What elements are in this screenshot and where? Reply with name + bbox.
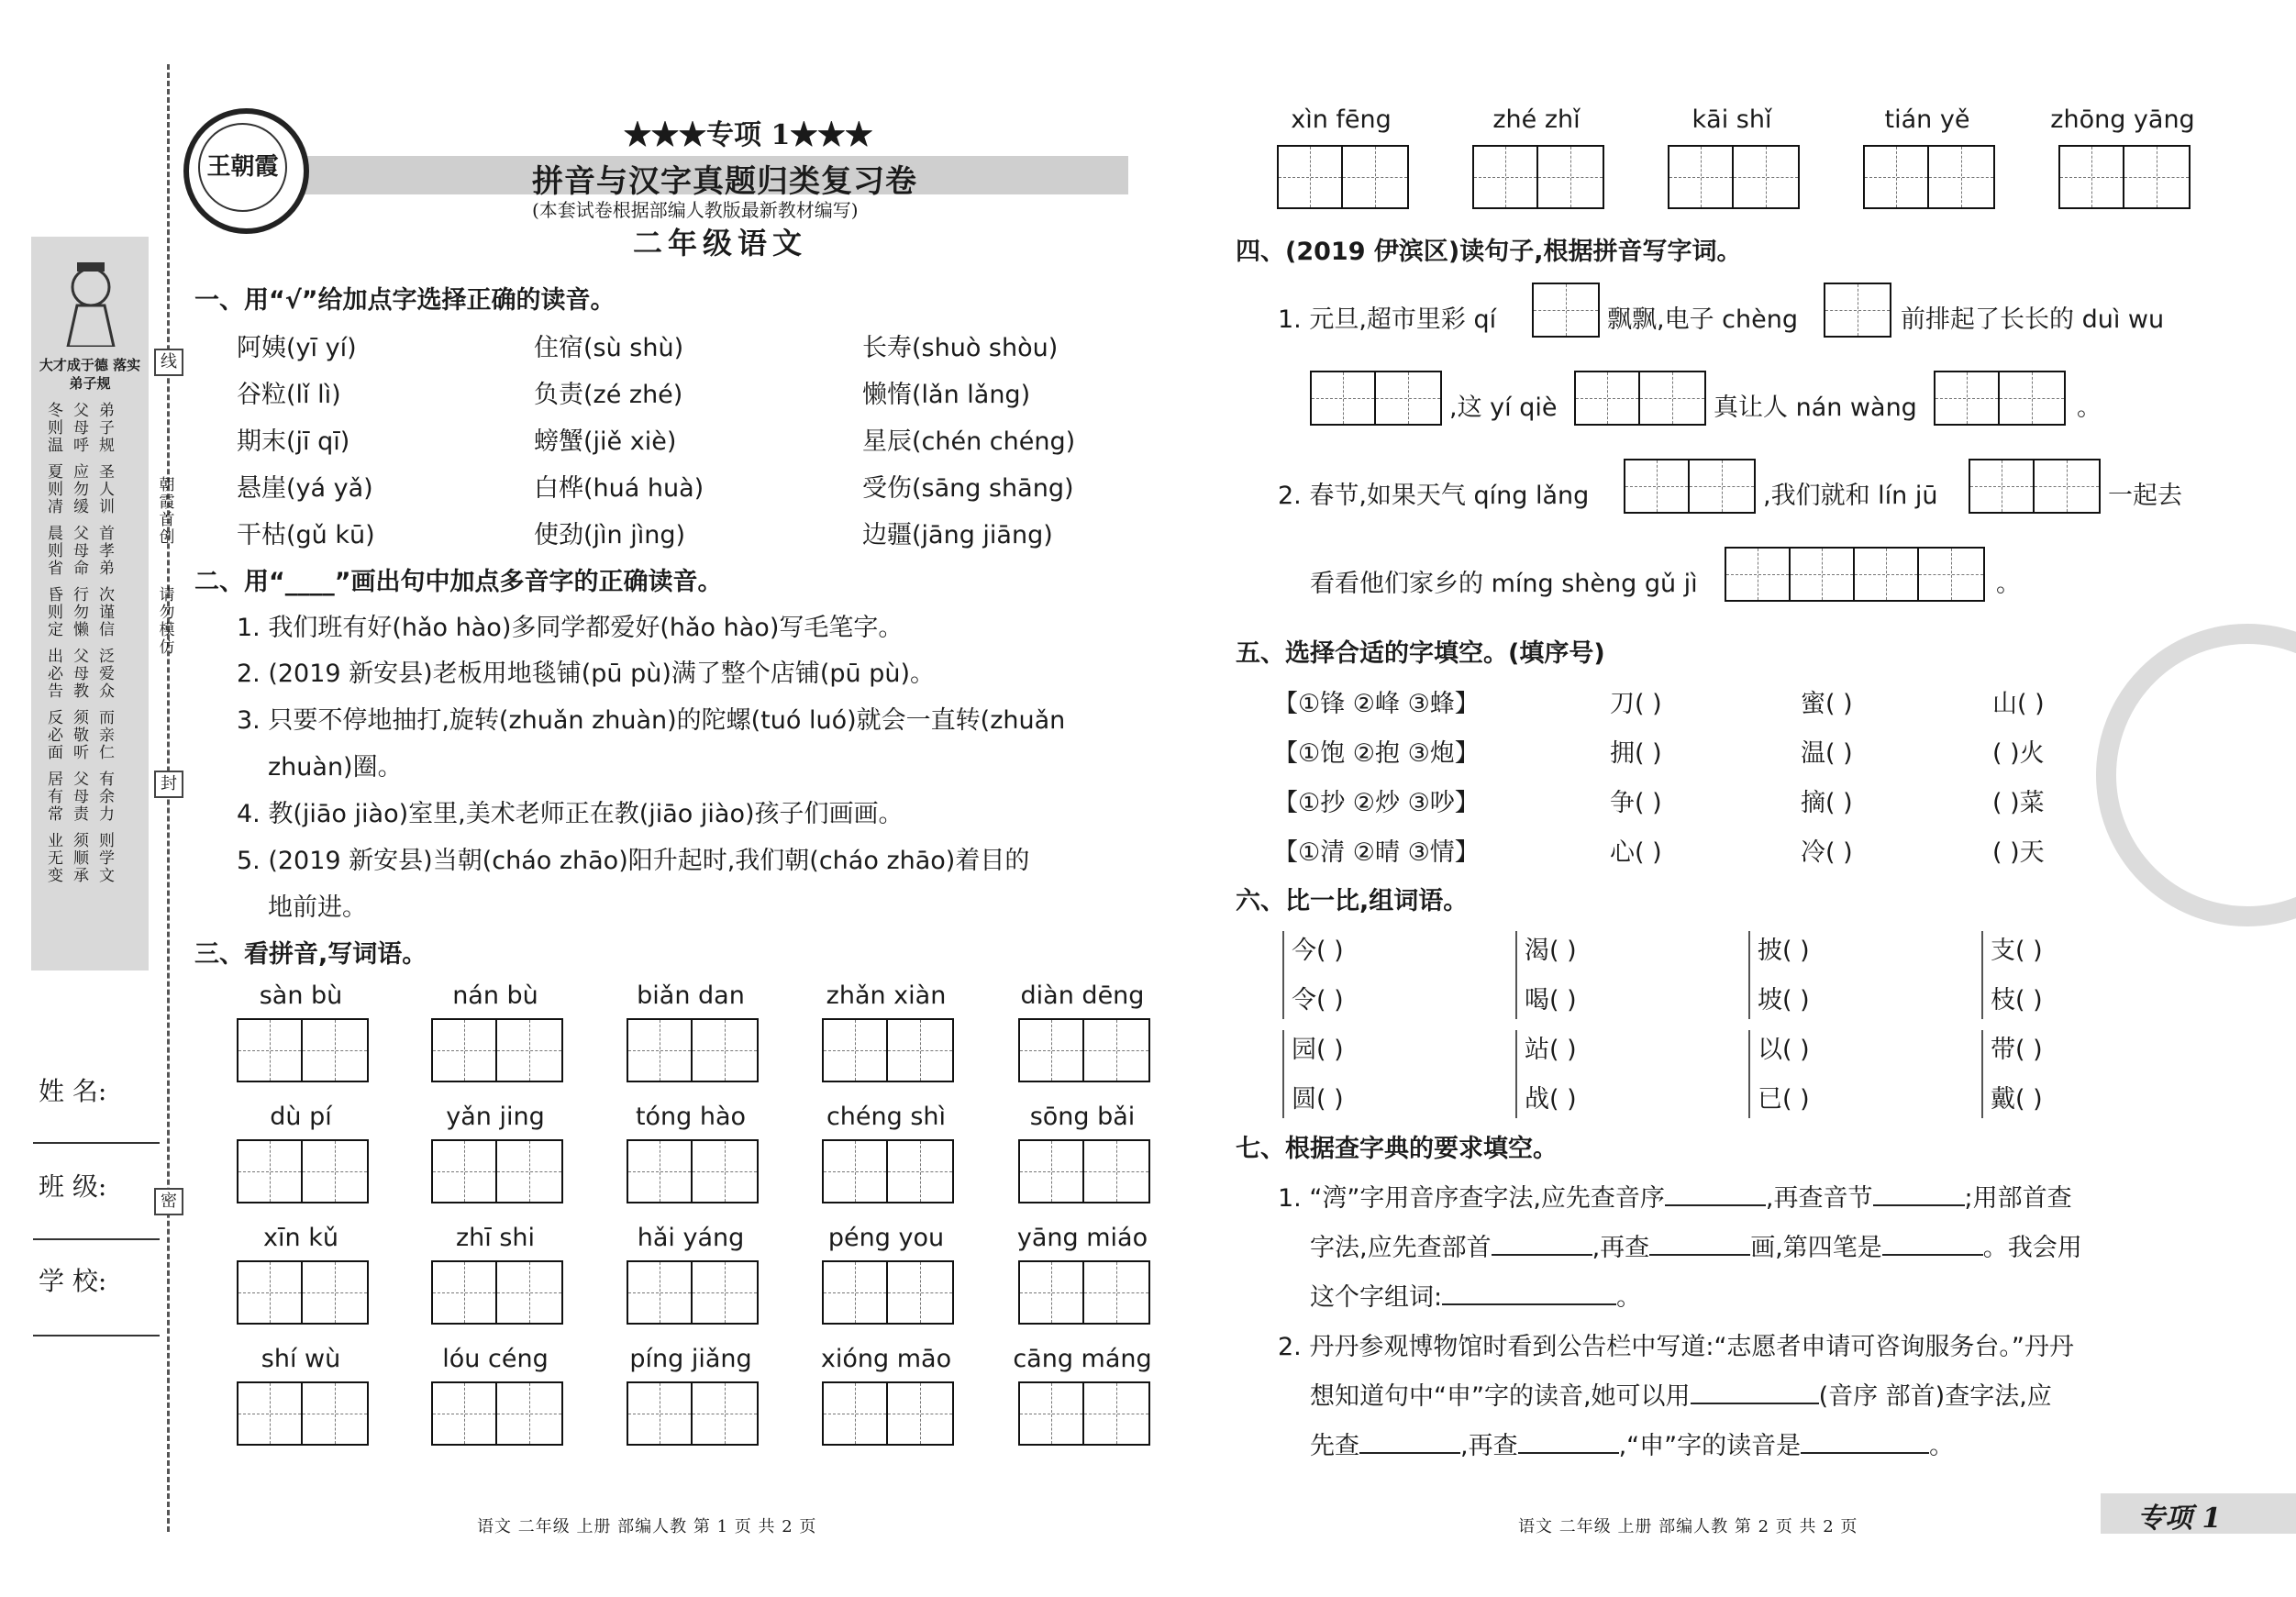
motto-line: 行勿懒	[70, 586, 88, 638]
pinyin-label: tóng hào	[635, 1103, 747, 1131]
s6-item[interactable]: 以( )	[1758, 1036, 1810, 1064]
s4-text: 。	[1996, 570, 2021, 598]
answer-box[interactable]	[1018, 1260, 1150, 1325]
s6-item[interactable]: 已( )	[1758, 1085, 1810, 1114]
s5-blank[interactable]: ( )菜	[1992, 789, 2045, 817]
s1-item[interactable]: 受伤(sāng shāng)	[862, 474, 1074, 503]
section-2-heading: 二、用“____”画出句中加点多音字的正确读音。	[194, 568, 723, 596]
answer-box[interactable]	[237, 1018, 369, 1082]
pinyin-label: kāi shǐ	[1691, 105, 1772, 134]
answer-box[interactable]	[237, 1139, 369, 1203]
answer-box[interactable]	[627, 1260, 759, 1325]
binding-line	[167, 64, 170, 1532]
gutter-mark-xian: 线	[154, 349, 183, 376]
s6-item[interactable]: 今( )	[1292, 937, 1344, 965]
s7-line-1	[1278, 1178, 2072, 1214]
s4-text: 真让人 nán wàng	[1714, 394, 1917, 422]
motto-line: 首孝弟	[95, 525, 114, 577]
answer-box[interactable]	[1863, 145, 1995, 209]
motto-line: 圣人训	[95, 463, 114, 516]
s7-text: (音序 部首)查字法,应	[1818, 1382, 2052, 1411]
motto-line: 居有常	[44, 771, 62, 823]
answer-blank[interactable]	[1801, 1427, 1929, 1454]
s2-item-cont[interactable]: zhuàn)圈。	[268, 753, 403, 782]
s2-item[interactable]: 1. 我们班有好(hǎo hào)多同学都爱好(hǎo hào)写毛笔字。	[237, 614, 904, 642]
answer-box[interactable]	[2058, 145, 2191, 209]
pinyin-label: yǎn jing	[446, 1103, 545, 1131]
answer-blank[interactable]	[1691, 1378, 1819, 1404]
answer-blank[interactable]	[1873, 1180, 1965, 1206]
s2-item[interactable]: 2. (2019 新安县)老板用地毯铺(pū pù)满了整个店铺(pū pù)。	[237, 660, 936, 688]
s6-item[interactable]: 战( )	[1525, 1085, 1577, 1114]
answer-box[interactable]	[1532, 283, 1600, 338]
pinyin-label: chéng shì	[826, 1103, 947, 1131]
answer-box[interactable]	[431, 1139, 563, 1203]
group-bracket	[1981, 931, 1983, 1019]
answer-box[interactable]	[822, 1018, 954, 1082]
s1-item[interactable]: 白桦(huá huà)	[534, 474, 704, 503]
answer-box[interactable]	[1969, 459, 2101, 514]
motto-line: 父母命	[70, 525, 88, 577]
answer-blank[interactable]	[1359, 1427, 1460, 1454]
motto-line: 应勿缓	[70, 463, 88, 516]
answer-box[interactable]	[1472, 145, 1604, 209]
answer-box[interactable]	[822, 1381, 954, 1446]
confidential-stamp	[2096, 624, 2296, 926]
answer-box[interactable]	[1018, 1139, 1150, 1203]
group-bracket	[1282, 1030, 1284, 1118]
s5-blank[interactable]: ( )天	[1992, 838, 2045, 867]
s5-blank[interactable]: 山( )	[1992, 690, 2045, 718]
page-subtitle: (本套试卷根据部编人教版最新教材编写)	[532, 199, 859, 221]
answer-box[interactable]	[1018, 1381, 1150, 1446]
answer-box[interactable]	[431, 1018, 563, 1082]
motto-line: 次谨信	[95, 586, 114, 638]
s1-item[interactable]: 使劲(jìn jìng)	[534, 521, 686, 549]
pinyin-label: xìn fēng	[1291, 105, 1392, 134]
answer-blank[interactable]	[1649, 1229, 1750, 1256]
pinyin-label: zhǎn xiàn	[826, 981, 947, 1010]
gutter-mark-feng: 封	[154, 771, 183, 798]
s4-text: 飘飘,电子 chèng	[1607, 305, 1798, 334]
pinyin-label: zhōng yāng	[2050, 105, 2195, 134]
s7-text: ,再查	[1460, 1432, 1518, 1460]
group-bracket	[1282, 931, 1284, 1019]
name-label: 姓 名:	[39, 1076, 107, 1106]
s5-options: 【①清 ②晴 ③情】	[1273, 838, 1480, 867]
s1-item[interactable]: 悬崖(yá yǎ)	[237, 474, 373, 503]
motto-heading: 大才成于德 落实弟子规	[39, 357, 141, 392]
gutter-mark-mi: 密	[154, 1188, 183, 1215]
s7-text: 。	[1929, 1432, 1955, 1460]
s5-blank[interactable]: 心( )	[1610, 838, 1662, 867]
school-label: 学 校:	[39, 1266, 107, 1296]
pinyin-label: diàn dēng	[1020, 981, 1145, 1010]
answer-box[interactable]	[1624, 459, 1756, 514]
answer-box[interactable]	[822, 1260, 954, 1325]
s5-blank[interactable]: 拥( )	[1610, 739, 1662, 768]
name-field[interactable]	[33, 1142, 160, 1144]
motto-line: 业无变	[44, 832, 62, 884]
s6-item[interactable]: 枝( )	[1991, 986, 2043, 1015]
motto-text	[39, 402, 141, 884]
answer-box[interactable]	[237, 1260, 369, 1325]
s1-item[interactable]: 住宿(sù shù)	[534, 334, 684, 362]
s5-options: 【①饱 ②抱 ③炮】	[1273, 739, 1480, 768]
footer-left: 语文 二年级 上册 部编人教 第 1 页 共 2 页	[477, 1517, 817, 1536]
motto-line: 反必面	[44, 709, 62, 761]
group-bracket	[1515, 931, 1517, 1019]
motto-line: 泛爱众	[95, 648, 114, 700]
s7-text: ,再查	[1592, 1234, 1650, 1262]
s2-item[interactable]: 5. (2019 新安县)当朝(cháo zhāo)阳升起时,我们朝(cháo zhāo)着目的	[237, 847, 1030, 875]
gutter-note-1: 朝霞首创	[159, 476, 175, 547]
motto-line: 夏则凊	[44, 463, 62, 516]
motto-line: 父母呼	[70, 402, 88, 454]
s7-text: 想知道句中“申”字的读音,她可以用	[1310, 1382, 1691, 1411]
s7-text: 字法,应先查部首	[1310, 1234, 1492, 1262]
s4-text: 看看他们家乡的 míng shèng gǔ jì	[1310, 570, 1698, 598]
s6-item[interactable]: 喝( )	[1525, 986, 1577, 1015]
s1-item[interactable]: 谷粒(lǐ lì)	[237, 381, 341, 409]
s6-item[interactable]: 支( )	[1991, 937, 2043, 965]
s7-text: 这个字组词:	[1310, 1283, 1443, 1312]
s5-blank[interactable]: 摘( )	[1801, 789, 1853, 817]
section-4-heading: 四、(2019 伊滨区)读句子,根据拼音写字词。	[1236, 238, 1742, 266]
motto-line: 昏则定	[44, 586, 62, 638]
s5-blank[interactable]: ( )火	[1992, 739, 2045, 768]
s5-blank[interactable]: 争( )	[1610, 789, 1662, 817]
motto-line: 则学文	[95, 832, 114, 884]
s4-text: ,我们就和 lín jū	[1763, 482, 1938, 510]
s4-text: 2. 春节,如果天气 qíng lǎng	[1278, 482, 1590, 510]
group-bracket	[1515, 1030, 1517, 1118]
answer-box[interactable]	[1310, 371, 1442, 426]
s5-blank[interactable]: 刀( )	[1610, 690, 1662, 718]
group-bracket	[1748, 1030, 1750, 1118]
s6-item[interactable]: 披( )	[1758, 937, 1810, 965]
s7-line-6	[1310, 1425, 1954, 1461]
answer-box[interactable]	[1018, 1018, 1150, 1082]
s6-item[interactable]: 坡( )	[1758, 986, 1810, 1015]
s7-line-5	[1310, 1376, 2052, 1412]
answer-box[interactable]	[627, 1139, 759, 1203]
section-3-heading: 三、看拼音,写词语。	[194, 940, 427, 969]
answer-box[interactable]	[237, 1381, 369, 1446]
s1-item[interactable]: 负责(zé zhé)	[534, 381, 683, 409]
pinyin-label: dù pí	[270, 1103, 332, 1131]
class-field[interactable]	[33, 1238, 160, 1240]
answer-box[interactable]	[1277, 145, 1409, 209]
group-bracket	[1981, 1030, 1983, 1118]
s6-item[interactable]: 戴( )	[1991, 1085, 2043, 1114]
grade-label: 二年级语文	[633, 226, 808, 261]
gutter-note-2: 请勿模仿	[159, 586, 175, 657]
motto-line: 而亲仁	[95, 709, 114, 761]
section-1-heading: 一、用“√”给加点字选择正确的读音。	[194, 286, 616, 315]
answer-blank[interactable]	[1665, 1180, 1766, 1206]
section-6-heading: 六、比一比,组词语。	[1236, 887, 1469, 915]
pinyin-label: yāng miáo	[1016, 1224, 1148, 1252]
answer-box[interactable]	[1934, 371, 2066, 426]
s7-line-4: 2. 丹丹参观博物馆时看到公告栏中写道:“志愿者申请可咨询服务台。”丹丹	[1278, 1333, 2074, 1361]
s4-text: 1. 元旦,超市里彩 qí	[1278, 305, 1497, 334]
answer-blank[interactable]	[1442, 1279, 1616, 1305]
answer-blank[interactable]	[1518, 1427, 1619, 1454]
group-bracket	[1748, 931, 1750, 1019]
s4-text: 前排起了长长的 duì wu	[1901, 305, 2165, 334]
s6-item[interactable]: 渴( )	[1525, 937, 1577, 965]
answer-box[interactable]	[431, 1260, 563, 1325]
answer-box[interactable]	[431, 1381, 563, 1446]
s7-text: 。我会用	[1982, 1234, 2082, 1262]
s1-item[interactable]: 懒惰(lǎn lǎng)	[862, 381, 1031, 409]
s5-blank[interactable]: 温( )	[1801, 739, 1853, 768]
motto-line: 父母教	[70, 648, 88, 700]
scholar-illustration-icon	[59, 255, 123, 347]
s6-item[interactable]: 令( )	[1292, 986, 1344, 1015]
s6-item[interactable]: 站( )	[1525, 1036, 1577, 1064]
section-7-heading: 七、根据查字典的要求填空。	[1236, 1135, 1558, 1163]
pinyin-label: cāng máng	[1013, 1345, 1152, 1373]
s7-line-2	[1310, 1227, 2082, 1263]
s4-text: ,这 yí qiè	[1449, 394, 1558, 422]
pinyin-label: tián yě	[1884, 105, 1970, 134]
motto-line: 父母责	[70, 771, 88, 823]
s7-text: ;用部首查	[1964, 1184, 2072, 1213]
s1-item[interactable]: 干枯(gǔ kū)	[237, 521, 375, 549]
s7-text: ,再查音节	[1765, 1184, 1873, 1213]
page-title: 拼音与汉字真题归类复习卷	[532, 163, 917, 200]
answer-box[interactable]	[627, 1018, 759, 1082]
motto-line: 冬则温	[44, 402, 62, 454]
s7-text: 。	[1616, 1283, 1642, 1312]
pinyin-label: hǎi yáng	[637, 1224, 745, 1252]
s4-text: 一起去	[2108, 482, 2182, 510]
s7-text: 1. “湾”字用音序查字法,应先查音序	[1278, 1184, 1665, 1213]
motto-line: 须敬听	[70, 709, 88, 761]
answer-box[interactable]	[627, 1381, 759, 1446]
s6-item[interactable]: 圆( )	[1292, 1085, 1344, 1114]
publisher-logo	[183, 108, 309, 234]
s5-options: 【①锋 ②峰 ③蜂】	[1273, 690, 1480, 718]
pinyin-label: sōng bǎi	[1029, 1103, 1136, 1131]
motto-line: 弟子规	[95, 402, 114, 454]
school-field[interactable]	[33, 1335, 160, 1336]
s7-text: ,“申”字的读音是	[1618, 1432, 1802, 1460]
s6-item[interactable]: 园( )	[1292, 1036, 1344, 1064]
s1-item[interactable]: 阿姨(yī yí)	[237, 334, 357, 362]
answer-box[interactable]	[1824, 283, 1891, 338]
motto-line: 须顺承	[70, 832, 88, 884]
footer-tag: 专项 1	[2137, 1503, 2222, 1535]
pinyin-label: shí wù	[261, 1345, 341, 1373]
s6-item[interactable]: 带( )	[1991, 1036, 2043, 1064]
s1-item[interactable]: 星辰(chén chéng)	[862, 427, 1076, 456]
motto-line: 晨则省	[44, 525, 62, 577]
pinyin-label: lóu céng	[442, 1345, 549, 1373]
motto-line: 有余力	[95, 771, 114, 823]
s1-item[interactable]: 边疆(jāng jiāng)	[862, 521, 1053, 549]
s2-item[interactable]: 4. 教(jiāo jiào)室里,美术老师正在教(jiāo jiào)孩子们画画。	[237, 800, 904, 828]
answer-blank[interactable]	[1492, 1229, 1592, 1256]
pinyin-label: biǎn dan	[637, 981, 745, 1010]
footer-right: 语文 二年级 上册 部编人教 第 2 页 共 2 页	[1518, 1517, 1858, 1536]
s2-item-cont[interactable]: 地前进。	[268, 893, 367, 922]
motto-panel	[31, 237, 149, 970]
section-5-heading: 五、选择合适的字填空。(填序号)	[1236, 639, 1605, 668]
pinyin-label: zhé zhǐ	[1492, 105, 1581, 134]
s5-options: 【①抄 ②炒 ③吵】	[1273, 789, 1480, 817]
pinyin-label: péng you	[827, 1224, 945, 1252]
pinyin-label: xióng māo	[820, 1345, 952, 1373]
s5-blank[interactable]: 冷( )	[1801, 838, 1853, 867]
s7-line-3	[1310, 1277, 1641, 1313]
pinyin-label: sàn bù	[259, 981, 343, 1010]
s7-text: 先查	[1310, 1432, 1359, 1460]
s4-text: 。	[2077, 394, 2102, 422]
answer-box[interactable]	[1725, 547, 1985, 602]
answer-box[interactable]	[822, 1139, 954, 1203]
pinyin-label: nán bù	[452, 981, 538, 1010]
s1-item[interactable]: 长寿(shuò shòu)	[862, 334, 1059, 362]
s1-item[interactable]: 螃蟹(jiě xiè)	[534, 427, 677, 456]
s2-item[interactable]: 3. 只要不停地抽打,旋转(zhuǎn zhuàn)的陀螺(tuó luó)就会一直转(zhuǎn	[237, 706, 1066, 735]
s1-item[interactable]: 期末(jī qī)	[237, 427, 350, 456]
answer-blank[interactable]	[1882, 1229, 1983, 1256]
motto-line: 出必告	[44, 648, 62, 700]
pinyin-label: xīn kǔ	[263, 1224, 338, 1252]
pinyin-label: píng jiǎng	[629, 1345, 752, 1373]
s5-blank[interactable]: 蜜( )	[1801, 690, 1853, 718]
answer-box[interactable]	[1574, 371, 1706, 426]
topic-label: ★★★专项 1★★★	[624, 119, 873, 151]
class-label: 班 级:	[39, 1171, 107, 1202]
answer-box[interactable]	[1668, 145, 1800, 209]
s7-text: 画,第四笔是	[1750, 1234, 1882, 1262]
logo-text: 王朝霞	[198, 123, 287, 212]
pinyin-label: zhī shi	[455, 1224, 536, 1252]
